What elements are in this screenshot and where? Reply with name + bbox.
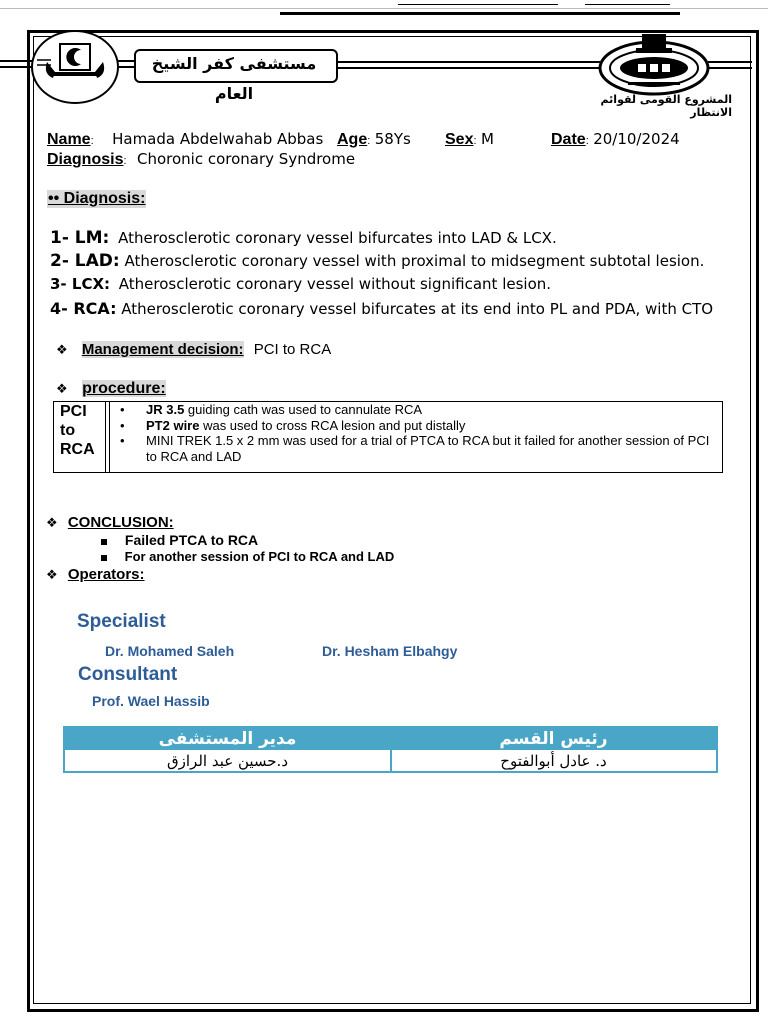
management-label: Management decision: [81, 341, 244, 358]
top-scan-line [585, 4, 670, 5]
procedure-heading-row [56, 380, 166, 398]
diagnosis-item [50, 251, 704, 271]
diagnosis-summary: Choronic coronary Syndrome [136, 150, 356, 168]
hospital-name: مستشفى كفر الشيخ العام [151, 54, 317, 103]
consultant-name: Prof. Wael Hassib [92, 693, 210, 709]
diagnosis-item-text: Atherosclerotic coronary vessel bifurcates into LAD & LCX. [118, 229, 557, 247]
signature-header-department-head: رئيس القسم [499, 729, 608, 749]
conclusion-item-text: For another session of PCI to RCA and LAD [124, 549, 395, 564]
procedure-table-divider [105, 401, 110, 472]
diagnosis-item-text: Atherosclerotic coronary vessel bifurcates at its end into PL and PDA, with CTO [121, 300, 714, 318]
date-label: Date [551, 131, 586, 148]
patient-age: 58Ys [374, 130, 411, 148]
bullet-dot-icon: • [120, 433, 125, 448]
diagnosis-item-number: 3- LCX: [50, 275, 111, 293]
procedure-step-bold: PT2 wire [146, 417, 200, 433]
diamond-bullet-icon: ❖ [46, 515, 58, 530]
report-date: 20/10/2024 [593, 130, 680, 148]
sex-label: Sex [445, 131, 474, 148]
diagnosis-heading: •• Diagnosis: [48, 190, 146, 207]
procedure-label: procedure: [82, 380, 166, 397]
top-scan-line [398, 4, 558, 5]
date-field: Date: 20/10/2024 [551, 130, 680, 148]
specialist-name: Dr. Mohamed Saleh [105, 643, 235, 659]
procedure-step [120, 402, 710, 418]
age-field: Age: 58Ys [337, 130, 411, 148]
procedure-cell-title [60, 402, 104, 459]
diamond-bullet-icon: ❖ [56, 381, 68, 396]
square-bullet-icon [101, 555, 107, 561]
hospital-crescent-logo [31, 30, 119, 104]
bullet-dot-icon: • [120, 402, 125, 417]
national-project-logo [598, 34, 710, 96]
procedure-step [120, 418, 710, 434]
hospital-director-name: د.حسين عبد الرازق [167, 752, 288, 770]
procedure-step-text: was used to cross RCA lesion and put distally [199, 417, 466, 433]
diagnosis-item-text: Atherosclerotic coronary vessel with proximal to midsegment subtotal lesion. [124, 252, 705, 270]
diagnosis-item-number: 4- RCA: [50, 299, 117, 318]
diagnosis-label: Diagnosis [47, 151, 124, 168]
conclusion-label: CONCLUSION: [67, 514, 174, 531]
header-rule [708, 61, 752, 63]
procedure-steps [120, 402, 710, 464]
project-name: المشروع القومى لقوائم الانتظار [600, 93, 732, 119]
diagnosis-item [50, 228, 557, 248]
procedure-title-line: PCI [60, 403, 87, 420]
sex-field: Sex: M [445, 130, 494, 148]
specialist-title: Specialist [77, 611, 166, 632]
top-scan-line [0, 8, 768, 9]
conclusion-item [101, 549, 394, 564]
patient-sex: M [480, 130, 494, 148]
signature-header-hospital-director: مدير المستشفى [158, 729, 297, 749]
procedure-step-bold: JR 3.5 [146, 402, 185, 417]
diamond-bullet-icon: ❖ [56, 342, 68, 357]
name-field: Name: Hamada Abdelwahab Abbas [47, 130, 324, 148]
management-value: PCI to RCA [253, 341, 332, 358]
bullet-dot-icon: • [120, 417, 125, 433]
header-rule [334, 61, 600, 63]
department-head-name: د. عادل أبوالفتوح [500, 752, 607, 770]
diagnosis-item [50, 299, 713, 318]
header-rule [334, 67, 600, 69]
name-label: Name [47, 131, 91, 148]
consultant-title: Consultant [78, 664, 178, 685]
square-bullet-icon [101, 539, 107, 545]
procedure-step-text: guiding cath was used to cannulate RCA [184, 402, 423, 417]
conclusion-heading-row [46, 514, 174, 531]
patient-name: Hamada Abdelwahab Abbas [112, 130, 324, 148]
diagnosis-item [50, 275, 551, 293]
diagnosis-field: Diagnosis: Choronic coronary Syndrome [47, 150, 356, 168]
management-row [56, 341, 331, 358]
top-scan-line [280, 12, 680, 15]
procedure-title-line: RCA [60, 441, 95, 458]
diagnosis-item-number: 1- LM: [50, 228, 110, 248]
procedure-title-line: to [60, 422, 76, 439]
diamond-bullet-icon: ❖ [46, 567, 58, 582]
procedure-step-text: MINI TREK 1.5 x 2 mm was used for a trial of PTCA to RCA but it failed for another session of PCI to RCA and LAD [146, 433, 710, 464]
diagnosis-item-text: Atherosclerotic coronary vessel without significant lesion. [118, 275, 552, 293]
conclusion-item-text: Failed PTCA to RCA [124, 532, 259, 548]
diagnosis-item-number: 2- LAD: [50, 251, 120, 271]
header-rule [708, 67, 752, 69]
procedure-step [120, 433, 710, 464]
conclusion-item [101, 532, 258, 548]
operators-label: Operators: [67, 566, 145, 583]
specialist-name: Dr. Hesham Elbahgy [322, 643, 458, 659]
operators-heading-row [46, 566, 145, 583]
age-label: Age [337, 131, 368, 148]
